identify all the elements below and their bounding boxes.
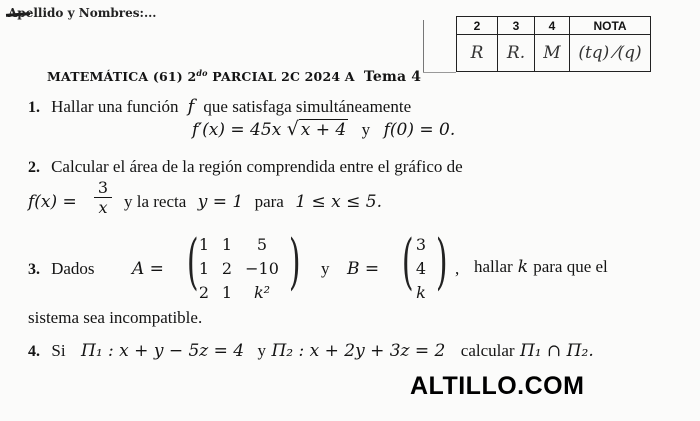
q3-y: y [321,259,330,278]
q3-text2: para que el [533,257,608,276]
sqrt-icon: √ [286,118,299,140]
q2-text2: y la recta [124,192,187,211]
matrix-a-cell: 1 [198,235,210,254]
grade-col-2: 2 [457,17,498,35]
q4-plane2: Π₂ : x + 2y + 3z = 2 [271,341,446,361]
q4-text: calcular [460,341,515,360]
name-label: Apellido y Nombres:... [8,6,157,20]
q2-text: Calcular el área de la región comprendida entre el gráfico de [51,157,463,176]
q3-comma: , [455,259,460,278]
q1-cond: f(0) = 0. [383,120,456,140]
q2-range: 1 ≤ x ≤ 5. [295,192,382,212]
matrix-a-right-paren: ) [288,227,301,297]
question-4 [28,341,594,361]
grade-mark-4: M [535,35,570,72]
grade-mark-nota: (tq) ⁄(q) [570,35,651,72]
matrix-a-cell: 2 [198,283,210,302]
q2-fx [28,192,77,212]
matrix-a-cell: 1 [221,283,233,302]
q3-dados: Dados [51,259,95,278]
q3-B-label: B = [347,259,380,279]
grade-table-marks-row [457,35,651,72]
matrix-b-right-paren: ) [435,227,448,297]
grade-mark-3: R. [498,35,535,72]
q3-text3: sistema sea incompatible. [28,308,203,327]
q1-sqrt-arg: x + 4 [300,120,347,140]
matrix-a-cell: −10 [245,259,279,278]
table-edge-line [423,20,424,72]
q1-equation [192,118,455,140]
q3-number: 3. [28,261,40,278]
q3-text: hallar [474,257,513,276]
watermark-logo: ALTILLO.COM [410,372,585,400]
q1-y: y [361,120,371,139]
q4-y: y [257,341,267,360]
exam-tema: Tema 4 [363,69,422,86]
q2-fx-label: f(x) = [28,192,77,212]
q1-number: 1. [28,99,40,116]
q2-line: y = 1 [197,192,244,212]
question-1 [28,96,411,117]
exam-title-sup: do [196,68,208,78]
matrix-b-cell: k [416,283,426,302]
q1-eq-lhs: f′(x) = 45x [192,120,282,140]
q3-rest [474,257,608,277]
grade-table [456,16,651,72]
q4-plane1: Π₁ : x + y − 5z = 4 [81,341,245,361]
q3-k: k [517,257,529,277]
matrix-a-cell: k² [253,283,271,302]
q2-para: para [254,192,284,211]
grade-table-header-row [457,17,651,35]
q2-rest [124,192,382,212]
q2-fraction [94,179,112,218]
matrix-a-cell: 2 [221,259,233,278]
matrix-b-left-paren: ( [401,227,414,297]
exam-title [47,68,421,85]
grade-col-4: 4 [535,17,570,35]
exam-title-main: MATEMÁTICA (61) 2 [47,69,197,85]
question-3 [28,259,95,279]
grade-col-3: 3 [498,17,535,35]
grade-mark-2: R [457,35,498,72]
q2-numerator: 3 [94,179,112,198]
grade-col-nota: NOTA [570,17,651,35]
matrix-a-left-paren: ( [186,227,199,297]
table-edge-line [423,72,456,73]
exam-title-rest: PARCIAL 2C 2024 A [207,69,355,85]
q2-denominator: x [98,198,108,217]
q4-si: Si [51,341,66,360]
q1-text2: que satisfaga simultáneamente [203,97,412,116]
matrix-b-cell: 4 [415,259,427,278]
matrix-a-cell: 5 [256,235,268,254]
q1-f: f [187,96,195,117]
q4-inter: Π₁ ∩ Π₂. [519,341,594,361]
q4-number: 4. [28,343,40,360]
matrix-a-cell: 1 [221,235,233,254]
matrix-b-cell: 3 [415,235,427,254]
matrix-a-cell: 1 [198,259,210,278]
q2-number: 2. [28,159,40,176]
question-2 [28,157,463,177]
q1-text: Hallar una función [51,97,179,116]
q3-A-label: A = [132,259,164,279]
